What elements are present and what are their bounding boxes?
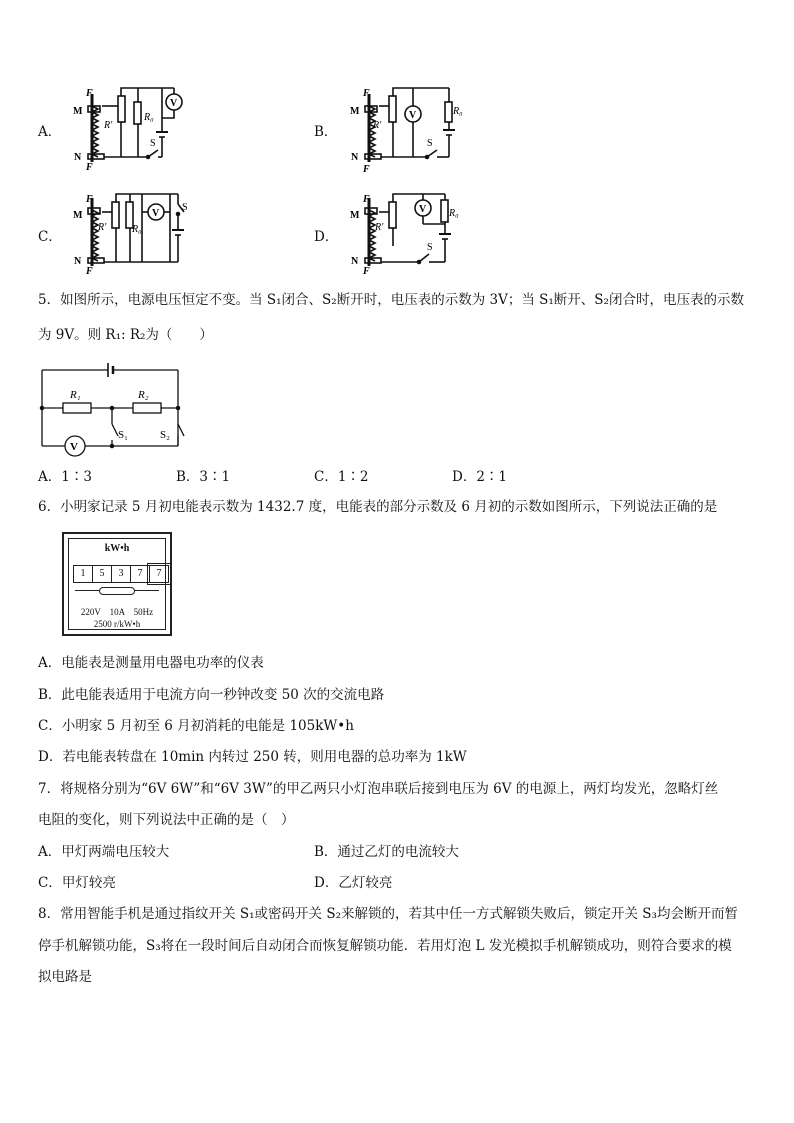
q4-option-d-label[interactable]: D．: [314, 229, 339, 245]
circuit-d-bottom-f: F: [363, 266, 370, 277]
circuit-b-s: S: [427, 138, 433, 149]
circuit-d-v: V: [419, 204, 427, 215]
q4-option-c-label[interactable]: C．: [38, 229, 62, 245]
q6-option-a[interactable]: A．电能表是测量用电器电功率的仪表: [38, 655, 264, 671]
q5-v-label: V: [70, 441, 78, 453]
q5-s2-label: S₂: [160, 429, 170, 441]
q5-r2-label: R₂: [138, 389, 149, 401]
q4-circuit-c: [66, 190, 196, 276]
q7-option-d[interactable]: D．乙灯较亮: [314, 875, 393, 891]
circuit-b-v: V: [409, 110, 417, 121]
q6-option-d[interactable]: D．若电能表转盘在 10min 内转过 250 转，则用电器的总功率为 1kW: [38, 749, 467, 765]
circuit-a-bottom-f: F: [86, 162, 93, 173]
circuit-c-v: V: [152, 208, 160, 219]
q5-option-d[interactable]: D．2∶1: [452, 469, 508, 485]
circuit-a-r0: R₀: [144, 112, 154, 123]
q5-stem-line2: 为 9V。则 R₁: R₂为（ ）: [38, 327, 213, 343]
circuit-b-m-label: M: [350, 106, 360, 117]
circuit-a-v: V: [170, 98, 178, 109]
circuit-c-bottom-f: F: [86, 266, 93, 277]
q5-stem-line1: 5．如图所示，电源电压恒定不变。当 S₁闭合、S₂断开时，电压表的示数为 3V；当 S₁断开、S₂闭合时，电压表的示数: [38, 292, 744, 308]
q6-stem: 6．小明家记录 5 月初电能表示数为 1432.7 度，电能表的部分示数及 6 月初的示数如图所示，下列说法正确的是: [38, 499, 718, 515]
circuit-c-s: S: [182, 202, 188, 213]
q6-meter-digit: 3: [111, 565, 131, 583]
q5-s1-label: S₁: [118, 429, 128, 441]
q6-meter-unit: kW•h: [104, 543, 130, 554]
q7-option-a[interactable]: A．甲灯两端电压较大: [38, 844, 170, 860]
q4-circuit-b: [343, 84, 473, 174]
q6-meter-specs: 220V 10A 50Hz: [80, 607, 154, 617]
q4-circuit-a: [66, 84, 196, 172]
circuit-c-n-label: N: [74, 256, 82, 267]
q5-r1-label: R₁: [70, 389, 81, 401]
q6-option-b[interactable]: B．此电能表适用于电流方向一秒钟改变 50 次的交流电路: [38, 687, 385, 703]
circuit-a-rprime: R': [104, 120, 113, 131]
circuit-a-m-label: M: [73, 106, 83, 117]
q8-stem-line3: 拟电路是: [38, 969, 92, 985]
circuit-a-top-f: F: [86, 88, 93, 99]
q8-stem-line1: 8．常用智能手机是通过指纹开关 S₁或密码开关 S₂来解锁的，若其中任一方式解锁失败后，锁定开关 S₃均会断开而暂: [38, 906, 738, 922]
circuit-b-r0: R₀: [453, 106, 463, 117]
q4-option-a-label[interactable]: A．: [38, 124, 62, 140]
q8-stem-line2: 停手机解锁功能，S₃将在一段时间后自动闭合而恢复解锁功能．若用灯泡 L 发光模拟手机解锁成功，则符合要求的模: [38, 938, 732, 954]
q4-circuit-d: [343, 190, 473, 276]
q6-energy-meter: [62, 532, 172, 636]
circuit-d-rprime: R': [375, 222, 384, 233]
circuit-c-top-f: F: [86, 194, 93, 205]
circuit-b-top-f: F: [363, 88, 370, 99]
circuit-d-n-label: N: [351, 256, 359, 267]
circuit-d-m-label: M: [350, 210, 360, 221]
q6-option-c[interactable]: C．小明家 5 月初至 6 月初消耗的电能是 105kW•h: [38, 718, 354, 734]
q5-circuit: [38, 360, 188, 460]
q7-option-c[interactable]: C．甲灯较亮: [38, 875, 116, 891]
circuit-d-r0: R₀: [449, 208, 459, 219]
q5-option-b[interactable]: B．3∶1: [176, 469, 231, 485]
circuit-a-n-label: N: [74, 152, 82, 163]
q4-option-b-label[interactable]: B．: [314, 124, 338, 140]
q6-meter-digit: 5: [92, 565, 112, 583]
q6-meter-digit: 1: [73, 565, 93, 583]
circuit-c-r0: R₀: [132, 224, 142, 235]
q6-meter-rate: 2500 r/kW•h: [93, 619, 141, 629]
q6-meter-decimal-digit: 7: [149, 565, 169, 583]
circuit-d-top-f: F: [363, 194, 370, 205]
q6-meter-dial-icon: [75, 587, 159, 595]
circuit-d-s: S: [427, 242, 433, 253]
q7-stem-line2: 电阻的变化，则下列说法中正确的是（ ）: [38, 812, 295, 828]
circuit-b-n-label: N: [351, 152, 359, 163]
circuit-c-rprime: R': [98, 222, 107, 233]
circuit-c-m-label: M: [73, 210, 83, 221]
circuit-b-bottom-f: F: [363, 164, 370, 175]
q7-stem-line1: 7．将规格分别为“6V 6W”和“6V 3W”的甲乙两只小灯泡串联后接到电压为 6V 的电源上，两灯均发光，忽略灯丝: [38, 781, 719, 797]
q6-meter-digit: 7: [130, 565, 150, 583]
q5-option-c[interactable]: C．1∶2: [314, 469, 369, 485]
q7-option-b[interactable]: B．通过乙灯的电流较大: [314, 844, 459, 860]
circuit-a-s: S: [150, 138, 156, 149]
q5-option-a[interactable]: A．1∶3: [38, 469, 92, 485]
circuit-b-rprime: R': [373, 120, 382, 131]
